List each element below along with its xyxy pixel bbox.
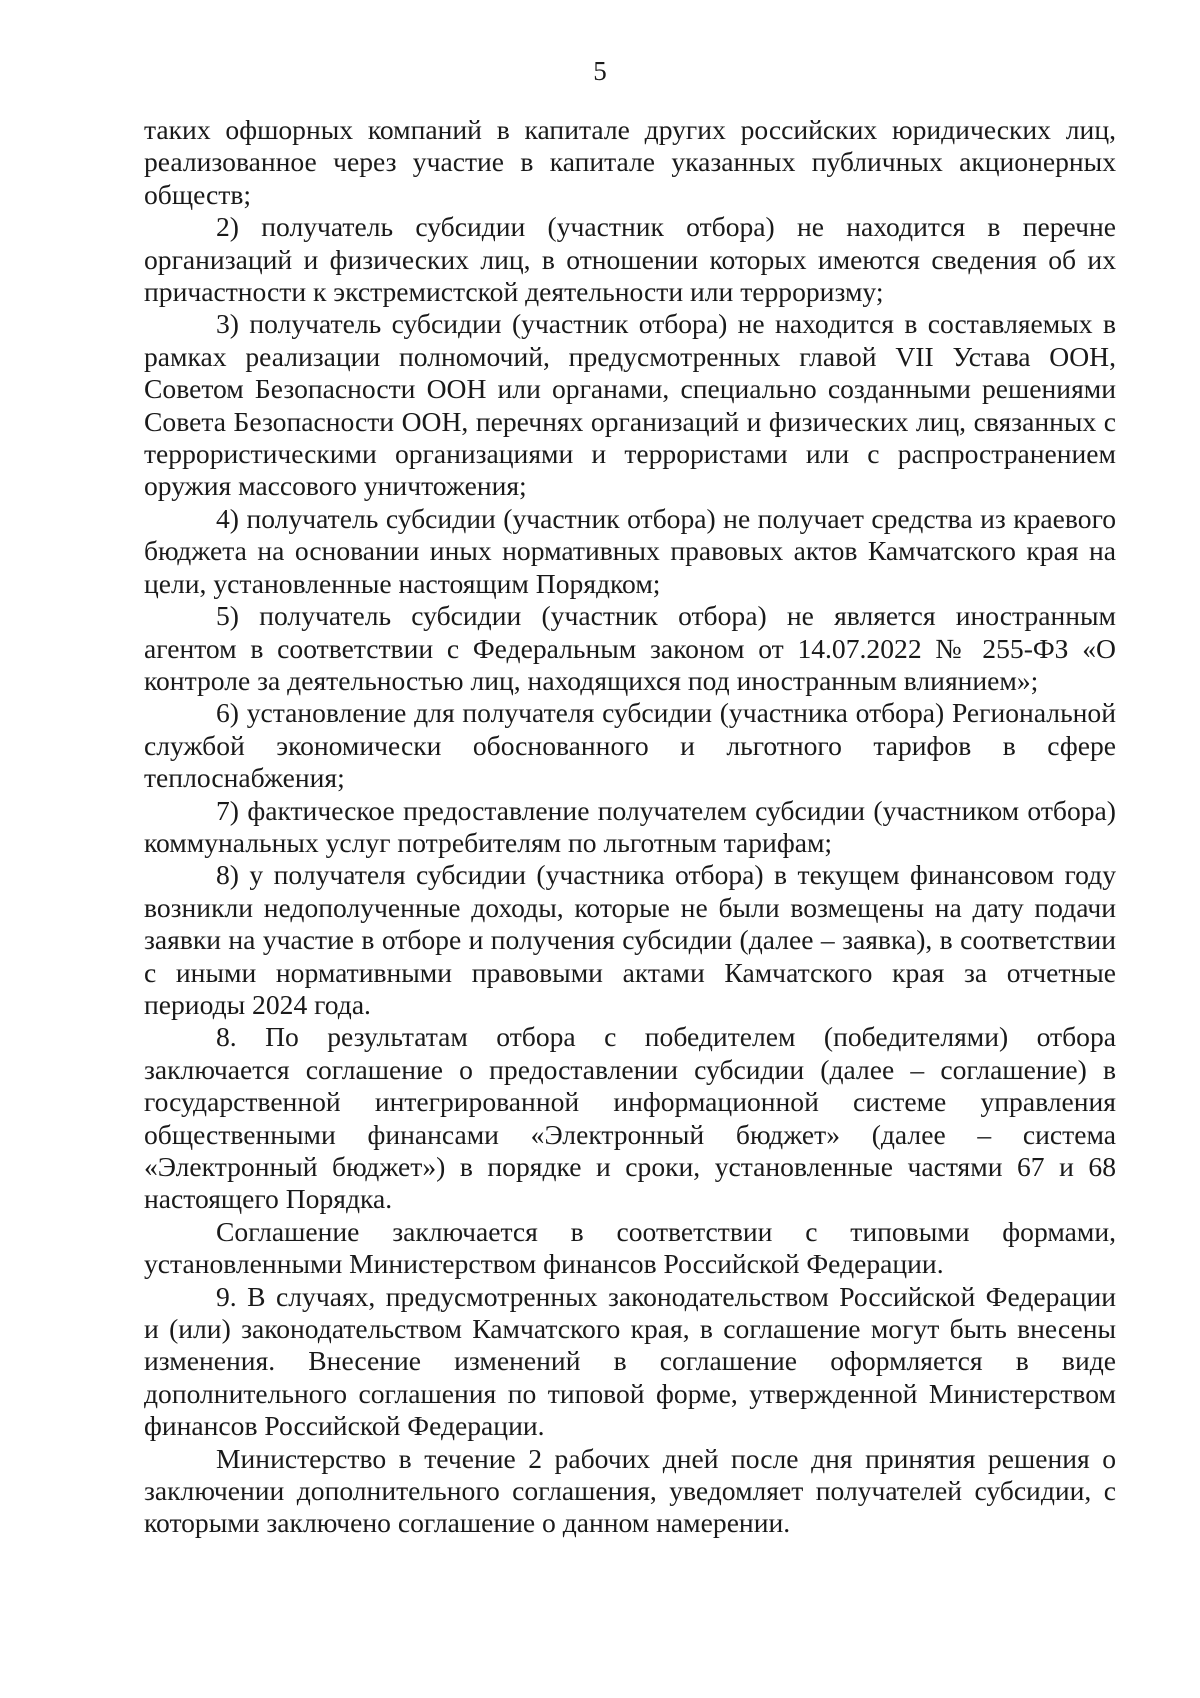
paragraph-item-6: 6) установление для получателя субсидии (участника отбора) Региональной службой экономически обоснованного и льготного тарифов в сфере теплоснабжения; (144, 697, 1116, 794)
paragraph-clause-8: 8. По результатам отбора с победителем (победителями) отбора заключается соглашение о предоставлении субсидии (далее – соглашение) в государственной интегрированной информационной системе управления общественными финансами «Электронный бюджет» (далее – система «Электронный бюджет») в порядке и сроки, установленные частями 67 и 68 настоящего Порядка. (144, 1021, 1116, 1215)
paragraph-ministry-notice: Министерство в течение 2 рабочих дней после дня принятия решения о заключении дополнительного соглашения, уведомляет получателей субсидии, с которыми заключено соглашение о данном намерении. (144, 1442, 1116, 1539)
paragraph-agreement-forms: Соглашение заключается в соответствии с типовыми формами, установленными Министерством финансов Российской Федерации. (144, 1215, 1116, 1280)
paragraph-item-4: 4) получатель субсидии (участник отбора) не получает средства из краевого бюджета на основании иных нормативных правовых актов Камчатского края на цели, установленные настоящим Порядком; (144, 502, 1116, 599)
paragraph-item-2: 2) получатель субсидии (участник отбора) не находится в перечне организаций и физических лиц, в отношении которых имеются сведения об их причастности к экстремистской деятельности или терроризму; (144, 211, 1116, 308)
page-number: 5 (593, 56, 607, 86)
paragraph-item-7: 7) фактическое предоставление получателем субсидии (участником отбора) коммунальных услуг потребителям по льготным тарифам; (144, 794, 1116, 858)
paragraph-continuation: таких офшорных компаний в капитале других российских юридических лиц, реализованное через участие в капитале указанных публичных акционерных обществ; (144, 114, 1116, 210)
document-body (144, 114, 1116, 1540)
paragraph-item-5: 5) получатель субсидии (участник отбора) не является иностранным агентом в соответствии с Федеральным законом от 14.07.2022 № 255-ФЗ «О контроле за деятельностью лиц, находящихся под иностранным влиянием»; (144, 600, 1116, 696)
paragraph-item-3: 3) получатель субсидии (участник отбора) не находится в составляемых в рамках реализации полномочий, предусмотренных главой VII Устава ООН, Советом Безопасности ООН или органами, специально созданными решениями Совета Безопасности ООН, перечнях организаций и физических лиц, связанных с террористическими организациями и террористами или с распространением оружия массового уничтожения; (144, 308, 1116, 502)
paragraph-item-8: 8) у получателя субсидии (участника отбора) в текущем финансовом году возникли недополученные доходы, которые не были возмещены на дату подачи заявки на участие в отборе и получения субсидии (далее – заявка), в соответствии с иными нормативными правовыми актами Камчатского края за отчетные периоды 2024 года. (144, 859, 1116, 1020)
paragraph-clause-9: 9. В случаях, предусмотренных законодательством Российской Федерации и (или) законодательством Камчатского края, в соглашение могут быть внесены изменения. Внесение изменений в соглашение оформляется в виде дополнительного соглашения по типовой форме, утвержденной Министерством финансов Российской Федерации. (144, 1280, 1116, 1442)
